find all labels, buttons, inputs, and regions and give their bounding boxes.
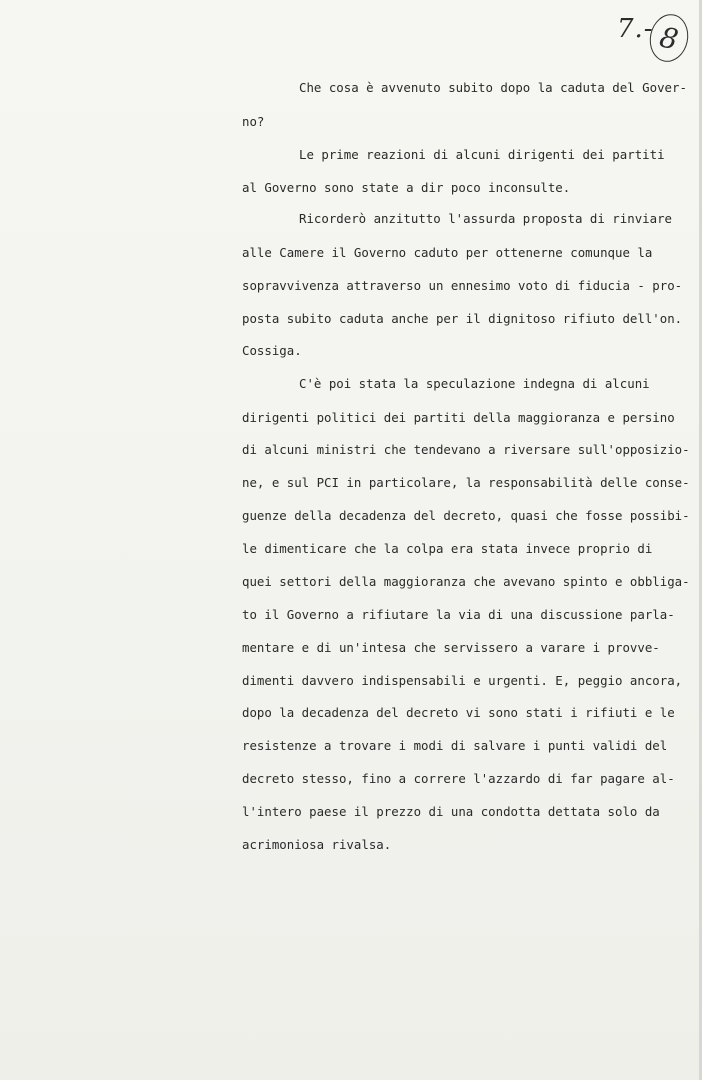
- text-line: alle Camere il Governo caduto per ottenerne comunque la: [242, 245, 653, 260]
- text-line: Che cosa è avvenuto subito dopo la caduta del Gover-: [299, 80, 687, 95]
- text-line: Le prime reazioni di alcuni dirigenti dei partiti: [299, 147, 665, 162]
- text-line: dopo la decadenza del decreto vi sono stati i rifiuti e le: [242, 705, 675, 720]
- text-line: sopravvivenza attraverso un ennesimo voto di fiducia - pro-: [242, 278, 683, 293]
- text-line: posta subito caduta anche per il dignitoso rifiuto dell'on.: [242, 311, 683, 326]
- text-line: decreto stesso, fino a correre l'azzardo di far pagare al-: [242, 771, 675, 786]
- text-line: le dimenticare che la colpa era stata invece proprio di: [242, 541, 653, 556]
- text-line: Ricorderò anzitutto l'assurda proposta di rinviare: [299, 211, 672, 226]
- text-line: acrimoniosa rivalsa.: [242, 837, 392, 852]
- text-line: al Governo sono state a dir poco inconsulte.: [242, 180, 571, 195]
- text-line: mentare e di un'intesa che servissero a varare i provve-: [242, 640, 660, 655]
- page-number-circled: 8: [645, 11, 692, 66]
- text-line: Cossiga.: [242, 343, 302, 358]
- text-line: quei settori della maggioranza che avevano spinto e obbliga-: [242, 574, 690, 589]
- text-line: C'è poi stata la speculazione indegna di alcuni: [299, 376, 650, 391]
- text-line: to il Governo a rifiutare la via di una discussione parla-: [242, 607, 675, 622]
- page-number: 7.-: [617, 14, 654, 44]
- text-line: l'intero paese il prezzo di una condotta dettata solo da: [242, 804, 660, 819]
- text-line: di alcuni ministri che tendevano a riversare sull'opposizio-: [242, 442, 690, 457]
- text-line: guenze della decadenza del decreto, quasi che fosse possibi-: [242, 508, 690, 523]
- text-line: no?: [242, 114, 265, 129]
- text-line: dimenti davvero indispensabili e urgenti. E, peggio ancora,: [242, 673, 683, 688]
- text-line: ne, e sul PCI in particolare, la responsabilità delle conse-: [242, 475, 690, 490]
- text-line: resistenze a trovare i modi di salvare i punti validi del: [242, 738, 668, 753]
- text-line: dirigenti politici dei partiti della maggioranza e persino: [242, 410, 675, 425]
